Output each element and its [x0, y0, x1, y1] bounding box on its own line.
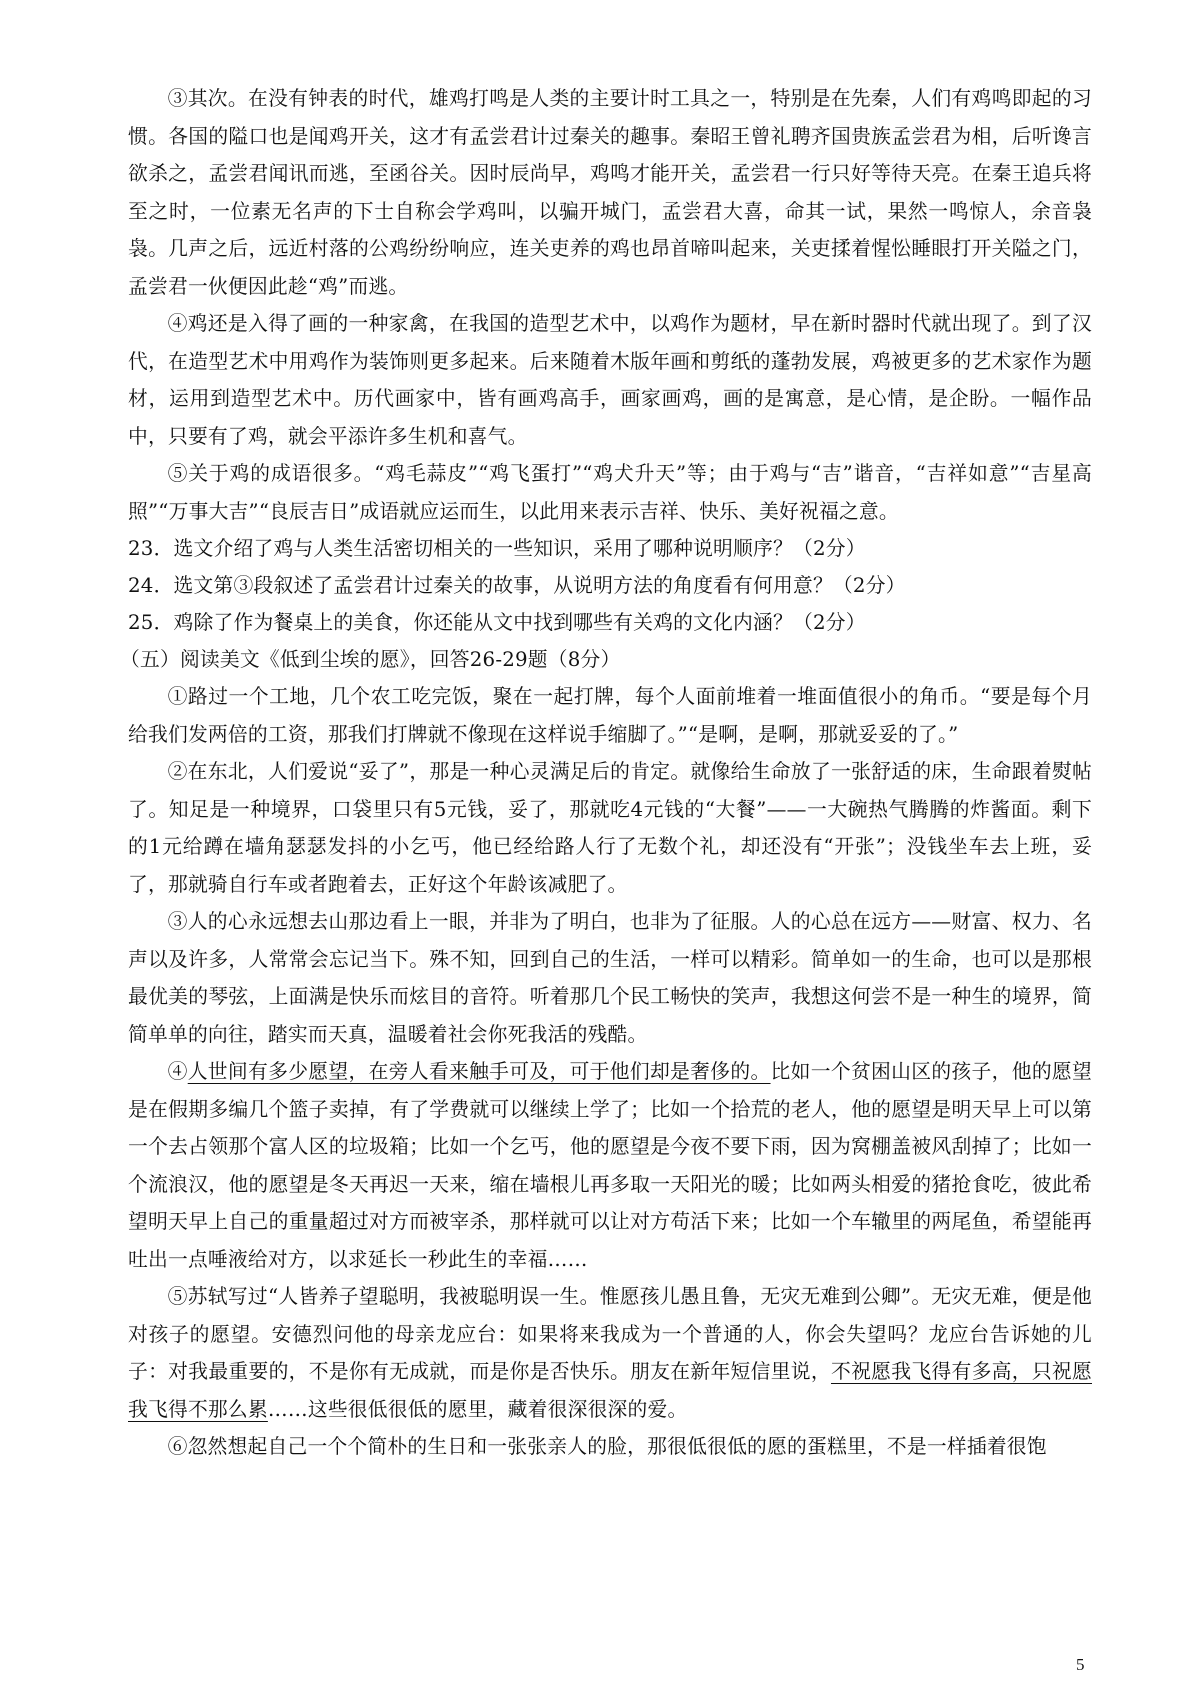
- paragraph-3: ③其次。在没有钟表的时代，雄鸡打鸣是人类的主要计时工具之一，特别是在先秦，人们有鸡鸣即起的习惯。各国的隘口也是闻鸡开关，这才有孟尝君计过秦关的趣事。秦昭王曾礼聘齐国贵族孟尝君为相，后听谗言欲杀之，孟尝君闻讯而逃，至函谷关。因时辰尚早，鸡鸣才能开关，孟尝君一行只好等待天亮。在秦王追兵将至之时，一位素无名声的下士自称会学鸡叫，以骗开城门，孟尝君大喜，命其一试，果然一鸣惊人，余音袅袅。几声之后，远近村落的公鸡纷纷响应，连关吏养的鸡也昂首啼叫起来，关吏揉着惺忪睡眼打开关隘之门，孟尝君一伙便因此趁“鸡”而逃。: [128, 87, 1092, 298]
- question-25: 25．鸡除了作为餐桌上的美食，你还能从文中找到哪些有关鸡的文化内涵？（2分）: [128, 611, 866, 634]
- question-23: 23．选文介绍了鸡与人类生活密切相关的一些知识，采用了哪种说明顺序？（2分）: [128, 537, 866, 560]
- question-24: 24．选文第③段叙述了孟尝君计过秦关的故事，从说明方法的角度看有何用意？（2分）: [128, 574, 906, 597]
- paragraph-number: ④: [167, 1060, 188, 1083]
- essay-paragraph-2: ②在东北，人们爱说“妥了”，那是一种心灵满足后的肯定。就像给生命放了一张舒适的床，生命跟着熨帖了。知足是一种境界，口袋里只有5元钱，妥了，那就吃4元钱的“大餐”——一大碗热气腾腾的炸酱面。剩下的1元给蹲在墙角瑟瑟发抖的小乞丐，他已经给路人行了无数个礼，却还没有“开张”；没钱坐车去上班，妥了，那就骑自行车或者跑着去，正好这个年龄该减肥了。: [128, 760, 1092, 896]
- paragraph-text-end: ……这些很低很低的愿里，藏着很深很深的爱。: [267, 1397, 688, 1421]
- essay-paragraph-6: ⑥忽然想起自己一个个简朴的生日和一张张亲人的脸，那很低很低的愿的蛋糕里，不是一样插着很饱: [167, 1435, 1047, 1458]
- essay-paragraph-5: [128, 1278, 1092, 1428]
- section-five-heading: （五）阅读美文《低到尘埃的愿》，回答26-29题（8分）: [120, 648, 621, 671]
- essay-paragraph-3: ③人的心永远想去山那边看上一眼，并非为了明白，也非为了征服。人的心总在远方——财富、权力、名声以及许多，人常常会忘记当下。殊不知，回到自己的生活，一样可以精彩。简单如一的生命，也可以是那根最优美的琴弦，上面满是快乐而炫目的音符。听着那几个民工畅快的笑声，我想这何尝不是一种生的境界，简简单单的向往，踏实而天真，温暖着社会你死我活的残酷。: [128, 910, 1092, 1046]
- paragraph-4: ④鸡还是入得了画的一种家禽，在我国的造型艺术中，以鸡作为题材，早在新时器时代就出现了。到了汉代，在造型艺术中用鸡作为装饰则更多起来。后来随着木版年画和剪纸的蓬勃发展，鸡被更多的艺术家作为题材，运用到造型艺术中。历代画家中，皆有画鸡高手，画家画鸡，画的是寓意，是心情，是企盼。一幅作品中，只要有了鸡，就会平添许多生机和喜气。: [128, 312, 1092, 448]
- page-content: [120, 80, 1092, 1466]
- paragraph-5: ⑤关于鸡的成语很多。“鸡毛蒜皮”“鸡飞蛋打”“鸡犬升天”等；由于鸡与“吉”谐音，“吉祥如意”“吉星高照”“万事大吉”“良辰吉日”成语就应运而生，以此用来表示吉祥、快乐、美好祝福之意。: [128, 462, 1092, 523]
- page-number: 5: [1076, 1655, 1085, 1674]
- underlined-sentence: 不祝愿我飞得有多高，只祝愿我飞得不那么累: [128, 1360, 1092, 1421]
- paragraph-text: 比如一个贫困山区的孩子，他的愿望是在假期多编几个篮子卖掉，有了学费就可以继续上学了；比如一个拾荒的老人，他的愿望是明天早上可以第一个去占领那个富人区的垃圾箱；比如一个乞丐，他的愿望是今夜不要下雨，因为窝棚盖被风刮掉了；比如一个流浪汉，他的愿望是冬天再迟一天来，缩在墙根儿再多取一天阳光的暖；比如两头相爱的猪抢食吃，彼此希望明天早上自己的重量超过对方而被宰杀，那样就可以让对方苟活下来；比如一个车辙里的两尾鱼，希望能再吐出一点唾液给对方，以求延长一秒此生的幸福……: [128, 1060, 1092, 1271]
- essay-paragraph-1: ①路过一个工地，几个农工吃完饭，聚在一起打牌，每个人面前堆着一堆面值很小的角币。“要是每个月给我们发两倍的工资，那我们打牌就不像现在这样说手缩脚了。”“是啊，是啊，那就妥妥的了。”: [128, 685, 1092, 746]
- paragraph-text: ⑤苏轼写过“人皆养子望聪明，我被聪明误一生。惟愿孩儿愚且鲁，无灾无难到公卿”。无灾无难，便是他对孩子的愿望。安德烈问他的母亲龙应台：如果将来我成为一个普通的人，你会失望吗？龙应台告诉她的儿子：对我最重要的，不是你有无成就，而是你是否快乐。朋友在新年短信里说，: [128, 1285, 1092, 1383]
- underlined-sentence: 人世间有多少愿望，在旁人看来触手可及，可于他们却是奢侈的。: [187, 1060, 771, 1083]
- essay-paragraph-4: [128, 1053, 1092, 1278]
